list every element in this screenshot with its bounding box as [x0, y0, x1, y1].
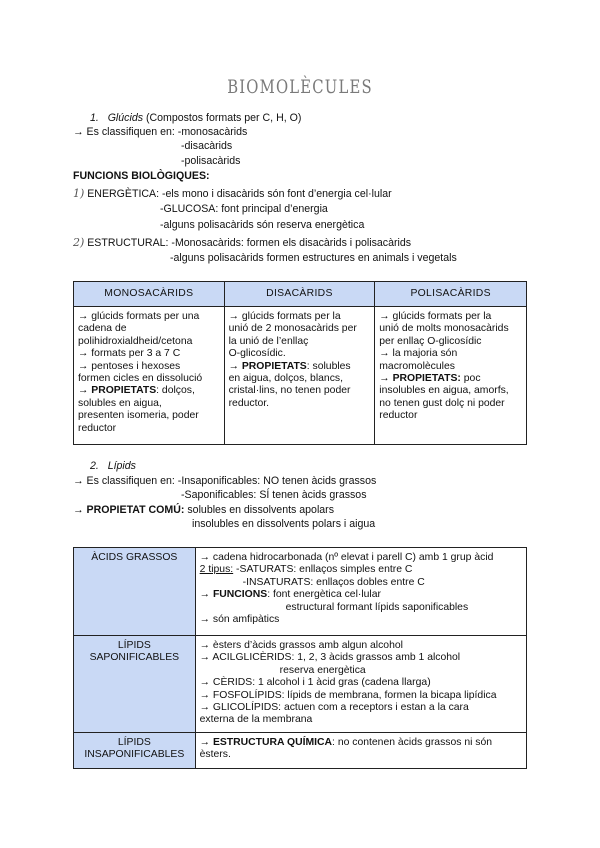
- prop-tail: poc: [460, 373, 481, 385]
- cell-line: unió de 2 monosacàrids per: [228, 323, 357, 335]
- cell-line: → GLICOLÍPIDS: actuen com a receptors i estan a la cara: [199, 702, 469, 714]
- property-label: → PROPIETAT COMÚ:: [73, 504, 185, 516]
- row-label-acids-grassos: ÀCIDS GRASSOS: [74, 548, 196, 636]
- row-content-lipids-saponificables: [195, 636, 526, 733]
- cell-line: presenten isomeria, poder: [78, 410, 199, 422]
- section-glucids-heading: [90, 112, 301, 125]
- cell-line: → formats per 3 a 7 C: [78, 348, 181, 360]
- cell-line: reserva energètica: [279, 664, 366, 676]
- cell-line: → PROPIETATS: dolços,: [78, 385, 195, 397]
- cell-line: macromolècules: [379, 360, 455, 372]
- function-text: ENERGÈTICA: -els mono i disacàrids són font d’energia cel·lular: [84, 188, 392, 200]
- cell-line: reductor.: [228, 397, 270, 409]
- cell-line: solubles en aigua,: [78, 397, 162, 409]
- cell-line: → són amfipàtics: [199, 614, 280, 626]
- cell-line: O-glicosídic.: [228, 348, 286, 360]
- cell-line: per enllaç O-glicosídic: [379, 335, 482, 347]
- lipids-property-2: insolubles en dissolvents polars i aigua: [192, 518, 376, 530]
- prop-tail: : solubles: [306, 360, 351, 372]
- types-label: 2 tipus:: [199, 564, 234, 576]
- cell-line: → glúcids formats per una: [78, 311, 200, 322]
- row-content-acids-grassos: [195, 548, 526, 636]
- function-text: ESTRUCTURAL: -Monosacàrids: formen els disacàrids i polisacàrids: [84, 237, 412, 249]
- function-number: 1): [73, 187, 85, 200]
- cell-line: → glúcids formats per la: [379, 311, 492, 322]
- function-energetica: [73, 187, 392, 201]
- functions-label: FUNCIONS: [212, 589, 268, 601]
- prop-label: PROPIETATS: [241, 360, 307, 372]
- lipids-classify-2: -Saponificables: SÍ tenen àcids grassos: [181, 489, 367, 501]
- prop-label: PROPIETATS: [91, 385, 157, 397]
- cell-line: la unió de l’enllaç: [228, 335, 309, 347]
- cell-monosacarids: [74, 307, 225, 445]
- header-polisacarids: POLISACÀRIDS: [375, 282, 527, 307]
- function-number: 2): [73, 236, 85, 249]
- types-text: -SATURATS: enllaços simples entre C: [233, 564, 413, 576]
- cell-line: en aigua, dolços, blancs,: [228, 373, 343, 385]
- row-label-lipids-insaponificables: LÍPIDS INSAPONIFICABLES: [74, 733, 196, 769]
- cell-line: → FOSFOLÍPIDS: lípids de membrana, formen la bicapa lipídica: [199, 689, 497, 701]
- cell-line: reductor: [379, 410, 418, 422]
- cell-line: → pentoses i hexoses: [78, 360, 181, 372]
- prop-tail: : dolços,: [156, 385, 195, 397]
- structure-text: : no contenen àcids grassos ni són: [332, 737, 493, 748]
- property-text: solubles en dissolvents apolars: [184, 504, 335, 516]
- function-estructural: [73, 236, 411, 250]
- cell-line: → cadena hidrocarbonada (nº elevat i parell C) amb 1 grup àcid: [199, 552, 494, 563]
- section-name: Glúcids: [107, 112, 144, 124]
- section-desc: (Compostos formats per C, H, O): [143, 112, 302, 124]
- cell-line: → PROPIETATS: poc: [379, 373, 481, 385]
- cell-line: cristal·lins, no tenen poder: [228, 385, 351, 397]
- cell-polisacarids: [375, 307, 527, 445]
- cell-line: [200, 564, 522, 576]
- glucids-classify-3: -polisacàrids: [181, 155, 241, 167]
- cell-line: → ESTRUCTURA QUÍMICA: no contenen àcids grassos ni són: [199, 737, 493, 748]
- function-energetica-2: -GLUCOSA: font principal d’energia: [160, 203, 328, 215]
- cell-line: → PROPIETATS: solubles: [228, 360, 351, 372]
- cell-line: externa de la membrana: [199, 714, 313, 726]
- section-number: 2.: [90, 460, 99, 472]
- cell-line: cadena de: [78, 323, 127, 335]
- cell-line: no tenen gust dolç ni poder: [379, 397, 505, 409]
- structure-label: ESTRUCTURA QUÍMICA: [212, 737, 333, 748]
- cell-line: → la majoria són: [379, 348, 458, 360]
- cell-line: → CÈRIDS: 1 alcohol i 1 àcid gras (cadena llarga): [199, 677, 431, 689]
- glucids-table: [73, 281, 527, 445]
- section-name: Lípids: [107, 460, 136, 472]
- prop-label: PROPIETATS:: [392, 373, 461, 385]
- glucids-classify-2: -disacàrids: [181, 140, 233, 152]
- cell-line: èsters.: [199, 749, 231, 761]
- cell-line: → glúcids formats per la: [228, 311, 341, 322]
- cell-line: unió de molts monosacàrids: [379, 323, 509, 335]
- cell-line: → ACILGLICÈRIDS: 1, 2, 3 àcids grassos amb 1 alcohol: [199, 652, 461, 664]
- cell-line: → èsters d’àcids grassos amb algun alcohol: [199, 640, 403, 651]
- row-content-lipids-insaponificables: [195, 733, 526, 769]
- page-title: BIOMOLÈCULES: [227, 76, 373, 98]
- header-monosacarids: MONOSACÀRIDS: [74, 282, 225, 307]
- function-estructural-2: -alguns polisacàrids formen estructures en animals i vegetals: [170, 252, 457, 264]
- cell-line: formen cicles en dissolució: [78, 373, 203, 385]
- cell-line: -INSATURATS: enllaços dobles entre C: [242, 576, 425, 588]
- section-lipids-heading: [90, 460, 136, 473]
- row-label-lipids-saponificables: LÍPIDS SAPONIFICABLES: [74, 636, 196, 733]
- lipids-property: [73, 504, 334, 517]
- lipids-table: [73, 547, 527, 769]
- cell-line: insolubles en aigua, amorfs,: [379, 385, 509, 397]
- header-disacarids: DISACÀRIDS: [224, 282, 375, 307]
- cell-line: reductor: [78, 422, 117, 434]
- functions-heading: FUNCIONS BIOLÒGIQUES:: [73, 170, 210, 182]
- lipids-classify: → Es classifiquen en: -Insaponificables: NO tenen àcids grassos: [73, 475, 377, 487]
- section-number: 1.: [90, 112, 99, 124]
- cell-line: → FUNCIONS: font energètica cel·lular: [199, 589, 381, 601]
- glucids-classify: → Es classifiquen en: -monosacàrids: [73, 126, 248, 138]
- function-energetica-3: -alguns polisacàrids són reserva energètica: [160, 219, 365, 231]
- cell-line: polihidroxialdheid/cetona: [78, 335, 193, 347]
- cell-disacarids: [224, 307, 375, 445]
- functions-text: : font energètica cel·lular: [267, 589, 381, 601]
- cell-line: estructural formant lípids saponificables: [285, 601, 469, 613]
